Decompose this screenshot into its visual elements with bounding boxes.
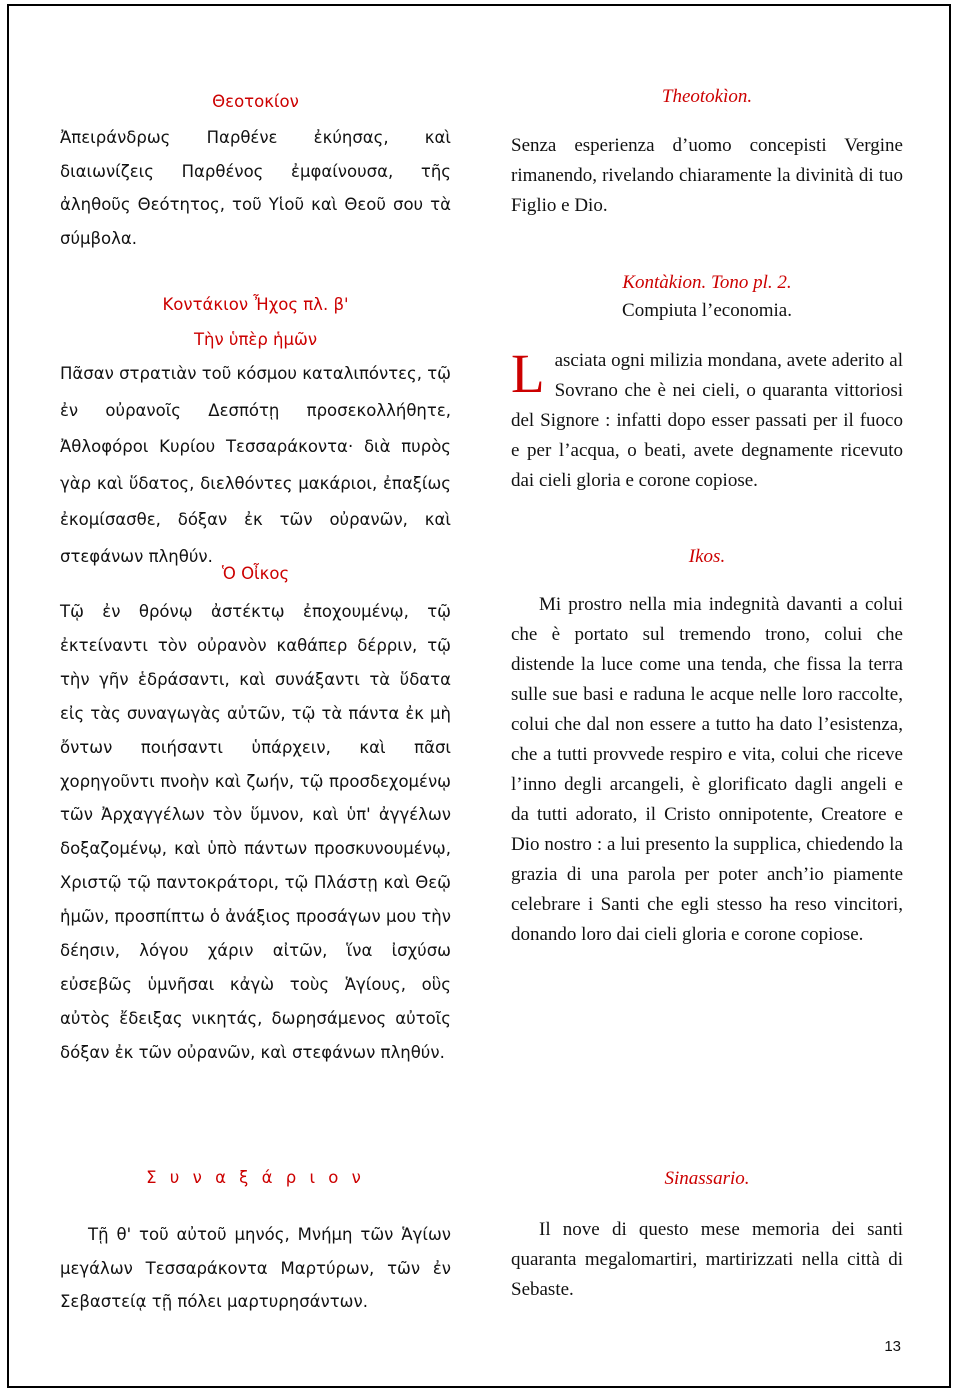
- greek-kontakion-melody: Τὴν ὑπὲρ ἡμῶν: [193, 330, 318, 349]
- italian-synaxarion-title: Sinassario.: [664, 1168, 750, 1189]
- page-number: 13: [884, 1338, 901, 1355]
- italian-kontakion-text: asciata ogni milizia mondana, avete aderito al Sovrano che è nei cieli, o quaranta vittoriosi del Signore : infatti dopo esser passati per il fuoco e per l’acqua, o beati, avete degnamente ricevuto dai cieli gloria e corone copiose.: [511, 350, 903, 491]
- greek-theotokion-text: Ἀπειράνδρως Παρθένε ἐκύησας, καὶ διαιωνίζεις Παρθένος ἐμφαίνουσα, τῆς ἀληθοῦς Θεότητος, τοῦ Υἱοῦ καὶ Θεοῦ σου τὰ σύμβολα.: [60, 128, 451, 248]
- italian-kontakion-title: Kontàkion. Tono pl. 2.: [622, 272, 792, 293]
- greek-synaxarion-title: Σ υ ν α ξ ά ρ ι ο ν: [146, 1168, 365, 1187]
- greek-oikos-text: Τῷ ἐν θρόνῳ ἀστέκτῳ ἐποχουμένῳ, τῷ ἐκτείναντι τὸν οὐρανὸν καθάπερ δέρριν, τῷ τὴν γῆν ἑδράσαντι, καὶ συνάξαντι τὰ ὕδατα εἰς τὰς συναγωγὰς αὐτῶν, τῷ τὰ πάντα ἐκ μὴ ὄντων ποιήσαντι ὑπάρχειν, καὶ πᾶσι χορηγοῦντι πνοὴν καὶ ζωήν, τῷ προσδεχομένῳ τῶν Ἀρχαγγέλων τὸν ὕμνον, καὶ ὑπ' ἀγγέλων δοξαζομένῳ, καὶ ὑπὸ πάντων προσκυνουμένῳ, Χριστῷ τῷ παντοκράτορι, τῷ Πλάστῃ καὶ Θεῷ ἡμῶν, προσπίπτω ὁ ἀνάξιος προσάγων μου τὴν δέησιν, λόγου χάριν αἰτῶν, ἵνα ἰσχύσω εὐσεβῶς ὑμνῆσαι κἀγὼ τοὺς Ἁγίους, οὓς αὐτὸς ἔδειξας νικητάς, δωρησάμενος αὐτοῖς δόξαν ἐκ τῶν οὐρανῶν, καὶ στεφάνων πληθύν.: [60, 602, 451, 1062]
- italian-theotokion-title: Theotokìon.: [661, 86, 753, 107]
- greek-theotokion-title: Θεοτοκίον: [212, 92, 299, 111]
- dropcap-letter: L: [511, 343, 545, 404]
- italian-ikos-text: Mi prostro nella mia indegnità davanti a colui che è portato sul tremendo trono, colui che distende la luce come una tenda, che fissa la terra sulle sue basi e raduna le acque nelle loro raccolte, colui che dal non essere a tutto ha dato l’esistenza, che a tutti provvede respiro e vita, colui che riceve l’inno degli arcangeli, è glorificato dagli angeli e da tutti adorato, il Cristo onnipotente, Creatore e Dio nostro : a lui presento la supplica, chiedendo la grazia di una parola per poter anch’io piamente celebrare i Santi che egli stesso ha reso vincitori, donando loro dai cieli gloria e corone copiose.: [511, 594, 903, 945]
- italian-kontakion-melody: Compiuta l’economia.: [622, 300, 792, 321]
- page-frame: [7, 4, 951, 1388]
- greek-kontakion-text: Πᾶσαν στρατιὰν τοῦ κόσμου καταλιπόντες, τῷ ἐν οὐρανοῖς Δεσπότῃ προσεκολλήθητε, Ἀθλοφόροι Κυρίου Τεσσαράκοντα· διὰ πυρὸς γὰρ καὶ ὕδατος, διελθόντες μακάριοι, ἐπαξίως ἐκομίσασθε, δόξαν ἐκ τῶν οὐρανῶν, καὶ στεφάνων πληθύν.: [60, 364, 451, 566]
- italian-theotokion-text: Senza esperienza d’uomo concepisti Vergine rimanendo, rivelando chiaramente la divinità di tuo Figlio e Dio.: [511, 135, 903, 216]
- greek-oikos-title: Ὁ Οἶκος: [221, 564, 290, 583]
- italian-kontakion-body: [511, 343, 903, 496]
- greek-synaxarion-text: Τῇ θ' τοῦ αὐτοῦ μηνός, Μνήμη τῶν Ἁγίων μεγάλων Τεσσαράκοντα Μαρτύρων, τῶν ἐν Σεβαστείᾳ τῇ πόλει μαρτυρησάντων.: [60, 1225, 451, 1311]
- greek-kontakion-title: Κοντάκιον Ἦχος πλ. β': [162, 295, 349, 314]
- italian-synaxarion-text: Il nove di questo mese memoria dei santi quaranta megalomartiri, martirizzati nella città di Sebaste.: [511, 1219, 903, 1300]
- italian-ikos-title: Ikos.: [688, 546, 726, 567]
